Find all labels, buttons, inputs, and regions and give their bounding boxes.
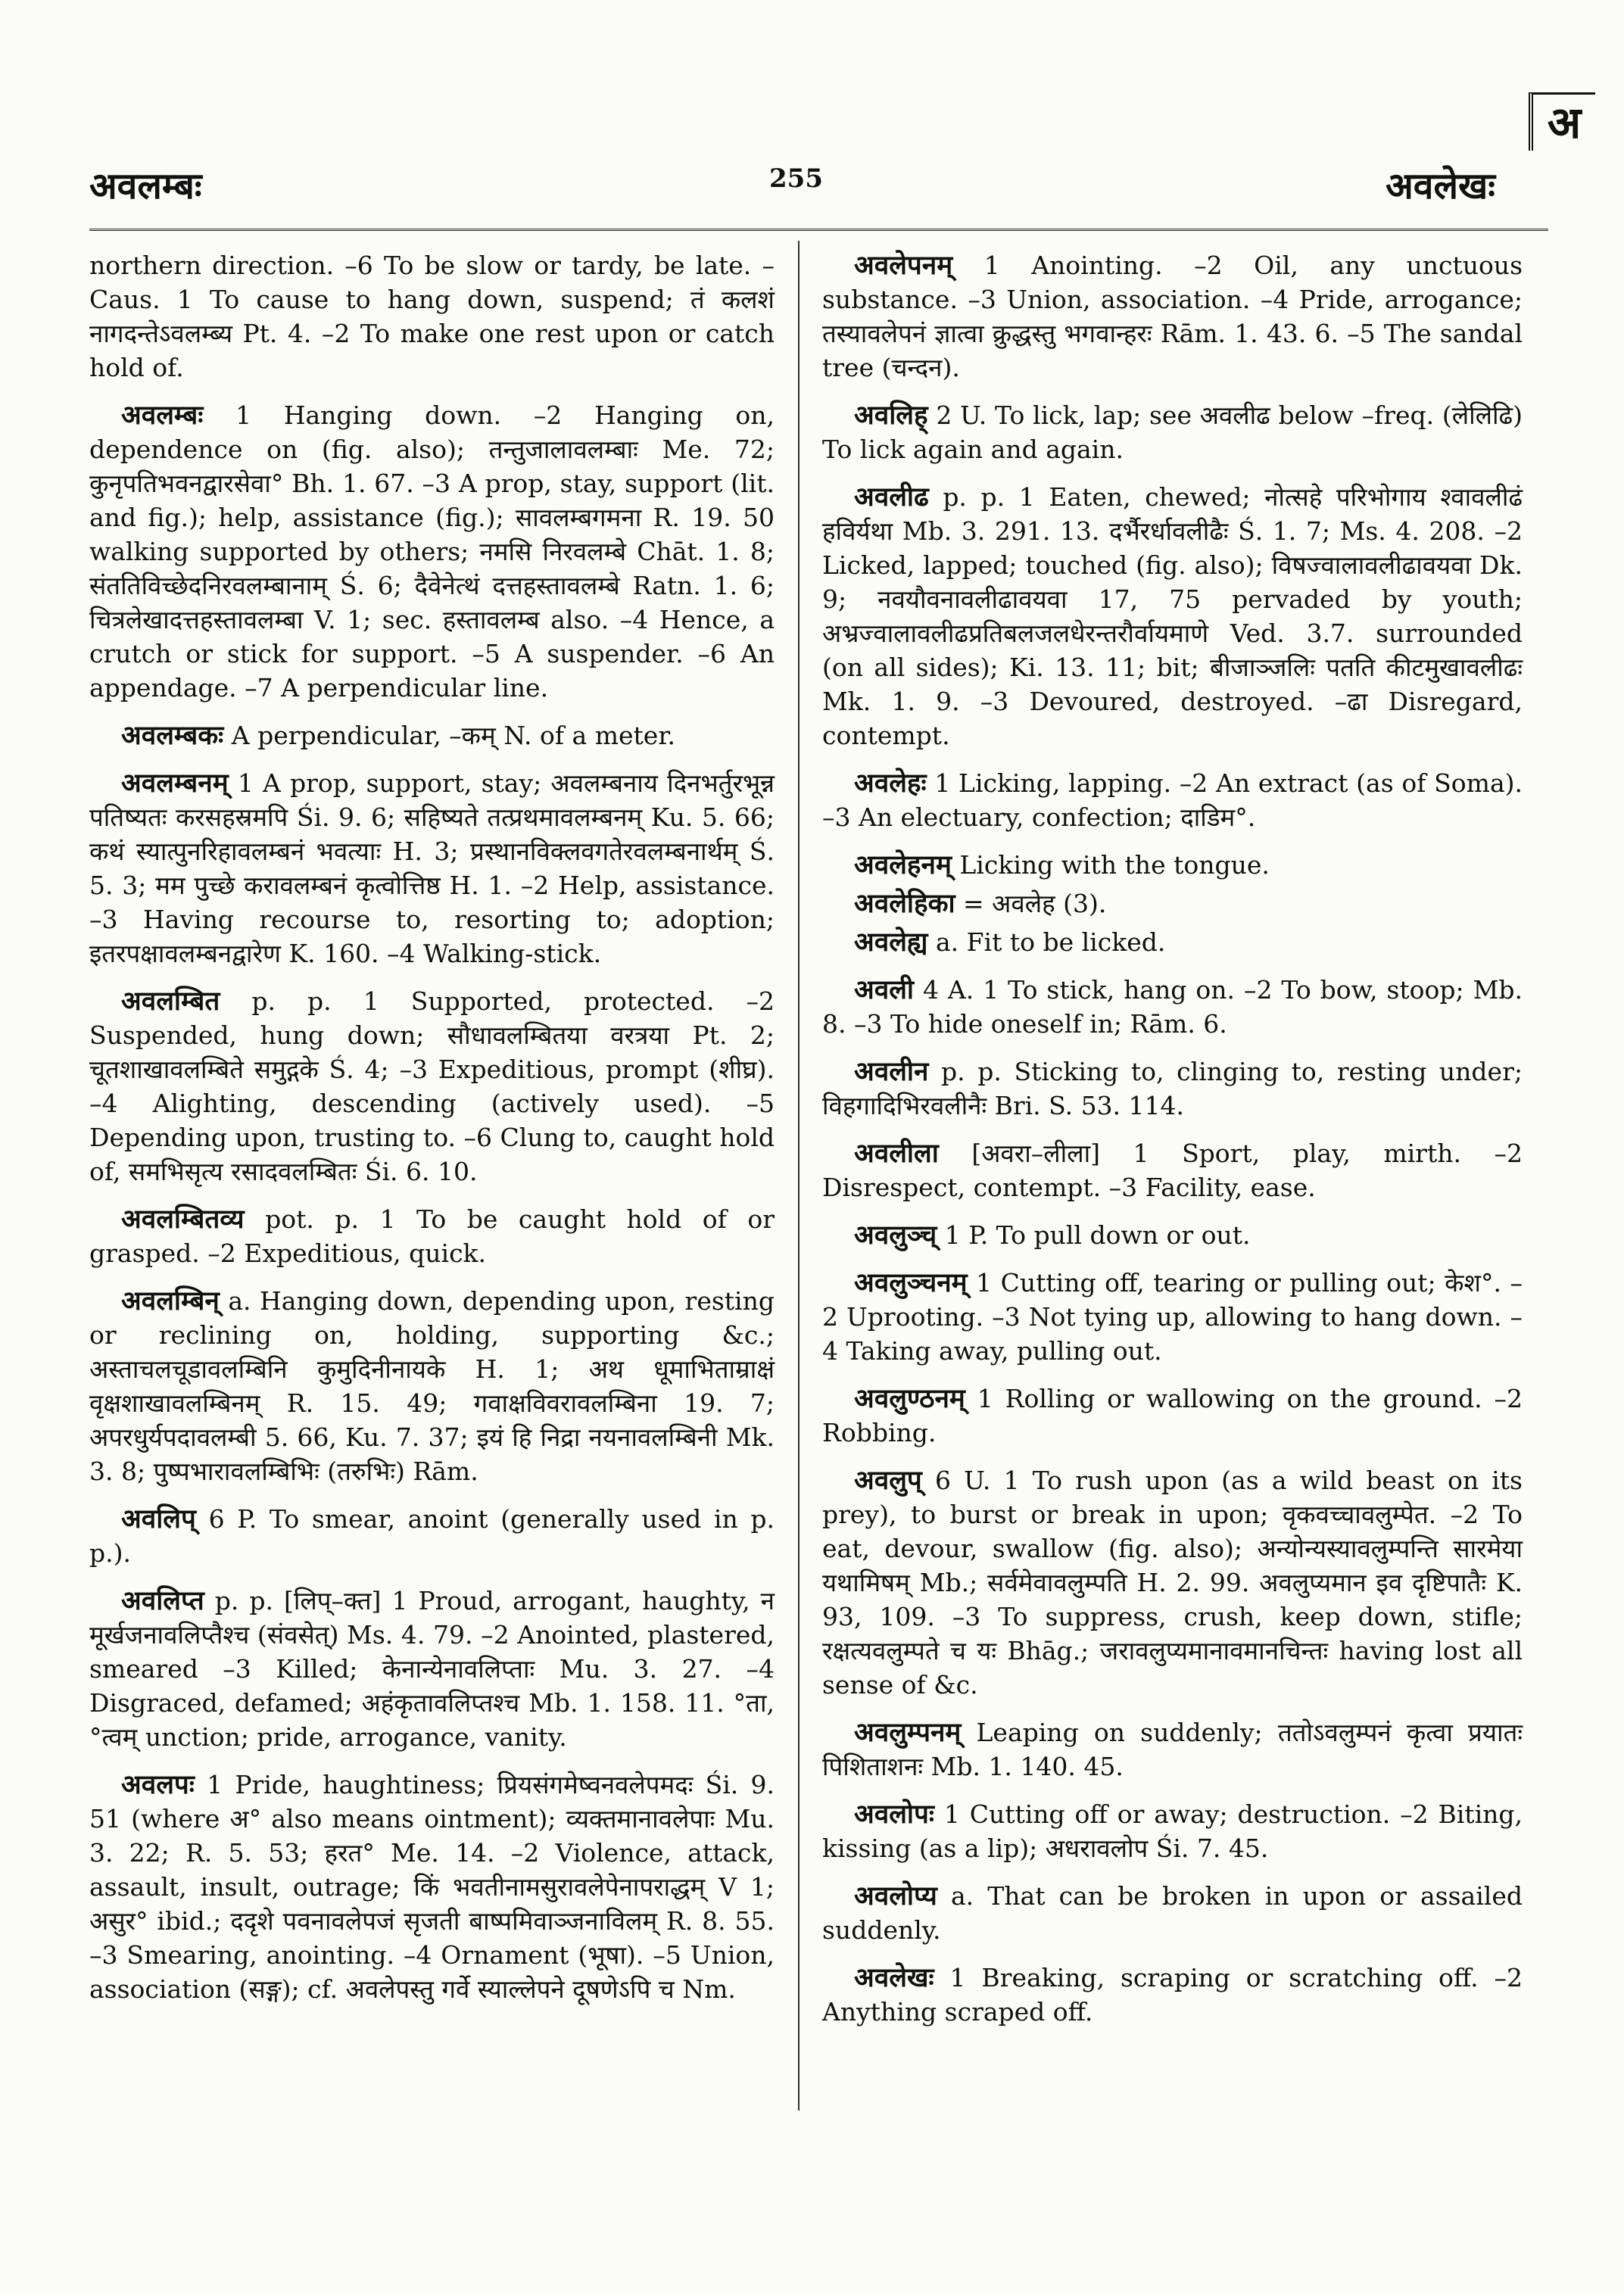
- dictionary-entry: [89, 1584, 775, 1754]
- entry-headword: अवलम्बितव्य: [121, 1204, 245, 1235]
- header-rule: [89, 229, 1548, 231]
- entry-definition: [अवरा–लीला] 1 Sport, play, mirth. –2 Disrespect, contempt. –3 Facility, ease.: [822, 1139, 1523, 1202]
- entry-definition: northern direction. –6 To be slow or tardy, be late. –Caus. 1 To cause to hang down, suspend; तं कलशं नागदन्तेऽवलम्ब्य Pt. 4. –2 To make one rest upon or catch hold of.: [89, 251, 775, 382]
- entry-definition: 1 Licking, lapping. –2 An extract (as of Soma). –3 An electuary, confection; दाडिम°.: [822, 768, 1523, 832]
- entry-headword: अवलिप्: [121, 1503, 196, 1534]
- dictionary-entry: [89, 1768, 775, 2006]
- dictionary-entry: [822, 1218, 1523, 1252]
- dictionary-entry: [89, 984, 775, 1189]
- entry-headword: अवलुण्ठनम्: [854, 1383, 965, 1414]
- entry-definition: 1 Anointing. –2 Oil, any unctuous substance. –3 Union, association. –4 Pride, arrogance; तस्यावलेपनं ज्ञात्वा क्रुद्धस्तु भगवान्हरः Rām. 1. 43. 6. –5 The sandal tree (चन्दन).: [822, 251, 1523, 382]
- entry-definition: 1 Breaking, scraping or scratching off. –2 Anything scraped off.: [822, 1963, 1523, 2027]
- dictionary-entry: [822, 1715, 1523, 1784]
- entry-definition: 1 Pride, haughtiness; प्रियसंगमेष्वनवलेपमदः Śi. 9. 51 (where अ° also means ointment); व्यक्तमानावलेपाः Mu. 3. 22; R. 5. 53; हरत° Me. 14. –2 Violence, attack, assault, insult, outrage; किं भवतीनामसुरावलेपेनापराद्धम् V 1; असुर° ibid.; ददृशे पवनावलेपजं सृजती बाष्पमिवाञ्जनाविलम् R. 8. 55. –3 Smearing, anointing. –4 Ornament (भूषा). –5 Union, association (सङ्ग); cf. अवलेपस्तु गर्वे स्याल्लेपने दूषणेऽपि च Nm.: [89, 1770, 775, 2004]
- entry-headword: अवलुप्: [854, 1465, 922, 1496]
- dictionary-entry: [822, 848, 1523, 882]
- dictionary-entry: [89, 1502, 775, 1570]
- entry-definition: 1 Cutting off or away; destruction. –2 Biting, kissing (as a lip); अधरावलोप Śi. 7. 45.: [822, 1799, 1523, 1863]
- dictionary-entry: [822, 1879, 1523, 1947]
- dictionary-entry: [822, 886, 1523, 921]
- entry-definition: a. Fit to be licked.: [935, 927, 1166, 957]
- dictionary-entry: [89, 398, 775, 705]
- entry-definition: pot. p. 1 To be caught hold of or grasped. –2 Expeditious, quick.: [89, 1204, 775, 1268]
- entry-headword: अवलीढ: [854, 481, 929, 512]
- entry-definition: p. p. 1 Eaten, chewed; नोत्सहे परिभोगाय श्वावलीढं हविर्यथा Mb. 3. 291. 13. दर्भैरर्धावलीढैः Ś. 1. 7; Ms. 4. 208. –2 Licked, lapped; touched (fig. also); विषज्वालावलीढावयवा Dk. 9; नवयौवनावलीढावयवा 17, 75 pervaded by youth; अभ्रज्वालावलीढप्रतिबलजलधेरन्तरौर्वायमाणे Ved. 3.7. surrounded (on all sides); Ki. 13. 11; bit; बीजाञ्जलिः पतति कीटमुखावलीढः Mk. 1. 9. –3 Devoured, destroyed. –ढा Disregard, contempt.: [822, 482, 1523, 750]
- running-head-left: अवलम्बः: [89, 165, 202, 207]
- dictionary-entry: [89, 1202, 775, 1270]
- entry-headword: अवलिह्: [854, 400, 928, 431]
- entry-definition: 6 P. To smear, anoint (generally used in p. p.).: [89, 1504, 775, 1568]
- entry-definition: p. p. Sticking to, clinging to, resting under; विहगादिभिरवलीनैः Bri. S. 53. 114.: [822, 1057, 1523, 1120]
- entry-definition: 1 Cutting off, tearing or pulling out; केश°. –2 Uprooting. –3 Not tying up, allowing to hang down. –4 Taking away, pulling out.: [822, 1268, 1523, 1366]
- right-column: [822, 248, 1523, 2042]
- entry-headword: अवलिप्त: [121, 1585, 204, 1616]
- entry-definition: Leaping on suddenly; ततोऽवलुम्पनं कृत्वा प्रयातः पिशिताशनः Mb. 1. 140. 45.: [822, 1718, 1523, 1781]
- corner-index-letter: अ: [1529, 92, 1595, 151]
- entry-definition: p. p. [लिप्–क्त] 1 Proud, arrogant, haughty, न मूर्खजनावलिप्तैश्च (संवसेत्) Ms. 4. 79. –2 Anointed, plastered, smeared –3 Killed; केनान्येनावलिप्ताः Mu. 3. 27. –4 Disgraced, defamed; अहंकृतावलिप्तश्च Mb. 1. 158. 11. °ता, °त्वम् unction; pride, arrogance, vanity.: [89, 1586, 775, 1752]
- entry-headword: अवलुम्पनम्: [854, 1717, 962, 1748]
- entry-headword: अवलपः: [121, 1769, 195, 1800]
- dictionary-entry: [822, 973, 1523, 1041]
- entry-definition: p. p. 1 Supported, protected. –2 Suspended, hung down; सौधावलम्बितया वरत्रया Pt. 2; चूतशाखावलम्बिते समुद्गके Ś. 4; –3 Expeditious, prompt (शीघ्र). –4 Alighting, descending (actively used). –5 Depending upon, trusting to. –6 Clung to, caught hold of, समभिसृत्य रसादवलम्बितः Śi. 6. 10.: [89, 986, 775, 1186]
- dictionary-entry: [822, 1797, 1523, 1865]
- entry-definition: a. Hanging down, depending upon, resting or reclining on, holding, supporting &c.; अस्ताचलचूडावलम्बिनि कुमुदिनीनायके H. 1; अथ धूमाभिताम्राक्षं वृक्षशाखावलम्बिनम् R. 15. 49; गवाक्षविवरावलम्बिना 19. 7; अपरधुर्यपदावलम्बी 5. 66, Ku. 7. 37; इयं हि निद्रा नयनावलम्बिनी Mk. 3. 8; पुष्पभारावलम्बिभिः (तरुभिः) Rām.: [89, 1286, 775, 1486]
- dictionary-entry: [822, 1382, 1523, 1450]
- dictionary-entry: [822, 398, 1523, 466]
- left-column: [89, 248, 775, 2020]
- dictionary-entry: [822, 1055, 1523, 1123]
- entry-headword: अवलम्बिन्: [121, 1285, 220, 1316]
- entry-headword: अवलुञ्च्: [854, 1220, 937, 1251]
- entry-headword: अवलेपनम्: [854, 250, 953, 281]
- dictionary-entry: [89, 1284, 775, 1488]
- dictionary-entry: [822, 766, 1523, 834]
- entry-headword: अवलीला: [854, 1138, 939, 1169]
- entry-definition: = अवलेह (3).: [963, 889, 1107, 918]
- dictionary-entry: [822, 248, 1523, 385]
- dictionary-entry: [822, 1961, 1523, 2029]
- running-head-right: अवलेखः: [1386, 165, 1495, 207]
- entry-headword: अवलम्बित: [121, 986, 220, 1017]
- entry-definition: 1 Hanging down. –2 Hanging on, dependence on (fig. also); तन्तुजालावलम्बाः Me. 72; कुनृपतिभवनद्वारसेवा° Bh. 1. 67. –3 A prop, stay, support (lit. and fig.); help, assistance (fig.); सावलम्बगमना R. 19. 50 walking supported by others; नमसि निरवलम्बे Chāt. 1. 8; संततिविच्छेदनिरवलम्बानाम् Ś. 6; दैवेनेत्थं दत्तहस्तावलम्बे Ratn. 1. 6; चित्रलेखादत्तहस्तावलम्बा V. 1; sec. हस्तावलम्ब also. –4 Hence, a crutch or stick for support. –5 A suspender. –6 An appendage. –7 A perpendicular line.: [89, 400, 775, 703]
- page-number: 255: [769, 164, 823, 194]
- dictionary-entry: [89, 248, 775, 385]
- entry-headword: अवलेहनम्: [854, 849, 952, 880]
- entry-definition: 1 P. To pull down or out.: [944, 1220, 1251, 1250]
- entry-headword: अवलेह्य: [854, 927, 928, 958]
- entry-definition: 1 A prop, support, stay; अवलम्बनाय दिनभर्तुरभून्न पतिष्यतः करसहस्रमपि Śi. 9. 6; सहिष्यते तत्प्रथमावलम्बनम् Ku. 5. 66; कथं स्यात्पुनरिहावलम्बनं भवत्याः H. 3; प्रस्थानविक्लवगतेरवलम्बनार्थम् Ś. 5. 3; मम पुच्छे करावलम्बनं कृत्वोत्तिष्ठ H. 1. –2 Help, assistance. –3 Having recourse to, resorting to; adoption; इतरपक्षावलम्बनद्वारेण K. 160. –4 Walking-stick.: [89, 768, 775, 968]
- entry-headword: अवलोपः: [854, 1799, 934, 1830]
- entry-definition: 2 U. To lick, lap; see अवलीढ below –freq. (लेलिढि) To lick again and again.: [822, 400, 1523, 464]
- entry-headword: अवलम्बकः: [121, 720, 224, 751]
- entry-headword: अवलोप्य: [854, 1880, 937, 1911]
- entry-definition: A perpendicular, –कम् N. of a meter.: [231, 721, 675, 750]
- entry-headword: अवली: [854, 974, 914, 1005]
- entry-definition: 4 A. 1 To stick, hang on. –2 To bow, stoop; Mb. 8. –3 To hide oneself in; Rām. 6.: [822, 975, 1523, 1039]
- entry-headword: अवलम्बनम्: [121, 768, 229, 799]
- dictionary-entry: [89, 766, 775, 970]
- dictionary-entry: [822, 1463, 1523, 1702]
- entry-definition: a. That can be broken in upon or assailed suddenly.: [822, 1881, 1523, 1945]
- dictionary-entry: [822, 1266, 1523, 1368]
- dictionary-entry: [822, 1136, 1523, 1204]
- dictionary-entry: [822, 480, 1523, 752]
- entry-headword: अवलम्बः: [121, 400, 204, 431]
- entry-definition: 6 U. 1 To rush upon (as a wild beast on its prey), to burst or break in upon; वृकवच्चावलुम्पेत. –2 To eat, devour, swallow (fig. also); अन्योन्यस्यावलुम्पन्ति सारमेया यथामिषम् Mb.; सर्वमेवावलुम्पति H. 2. 99. अवलुप्यमान इव दृष्टिपातैः K. 93, 109. –3 To suppress, crush, keep down, stifle; रक्षत्यवलुम्पते च यः Bhāg.; जरावलुप्यमानावमानचिन्तः having lost all sense of &c.: [822, 1466, 1523, 1699]
- dictionary-entry: [822, 925, 1523, 959]
- entry-headword: अवलेखः: [854, 1962, 934, 1993]
- entry-definition: Licking with the tongue.: [959, 850, 1270, 880]
- entry-headword: अवलेहिका: [854, 888, 955, 919]
- entry-headword: अवलुञ्चनम्: [854, 1267, 968, 1298]
- entry-definition: 1 Rolling or wallowing on the ground. –2 Robbing.: [822, 1384, 1523, 1447]
- column-divider: [798, 241, 800, 2111]
- entry-headword: अवलेहः: [854, 768, 927, 799]
- dictionary-entry: [89, 718, 775, 752]
- entry-headword: अवलीन: [854, 1056, 929, 1087]
